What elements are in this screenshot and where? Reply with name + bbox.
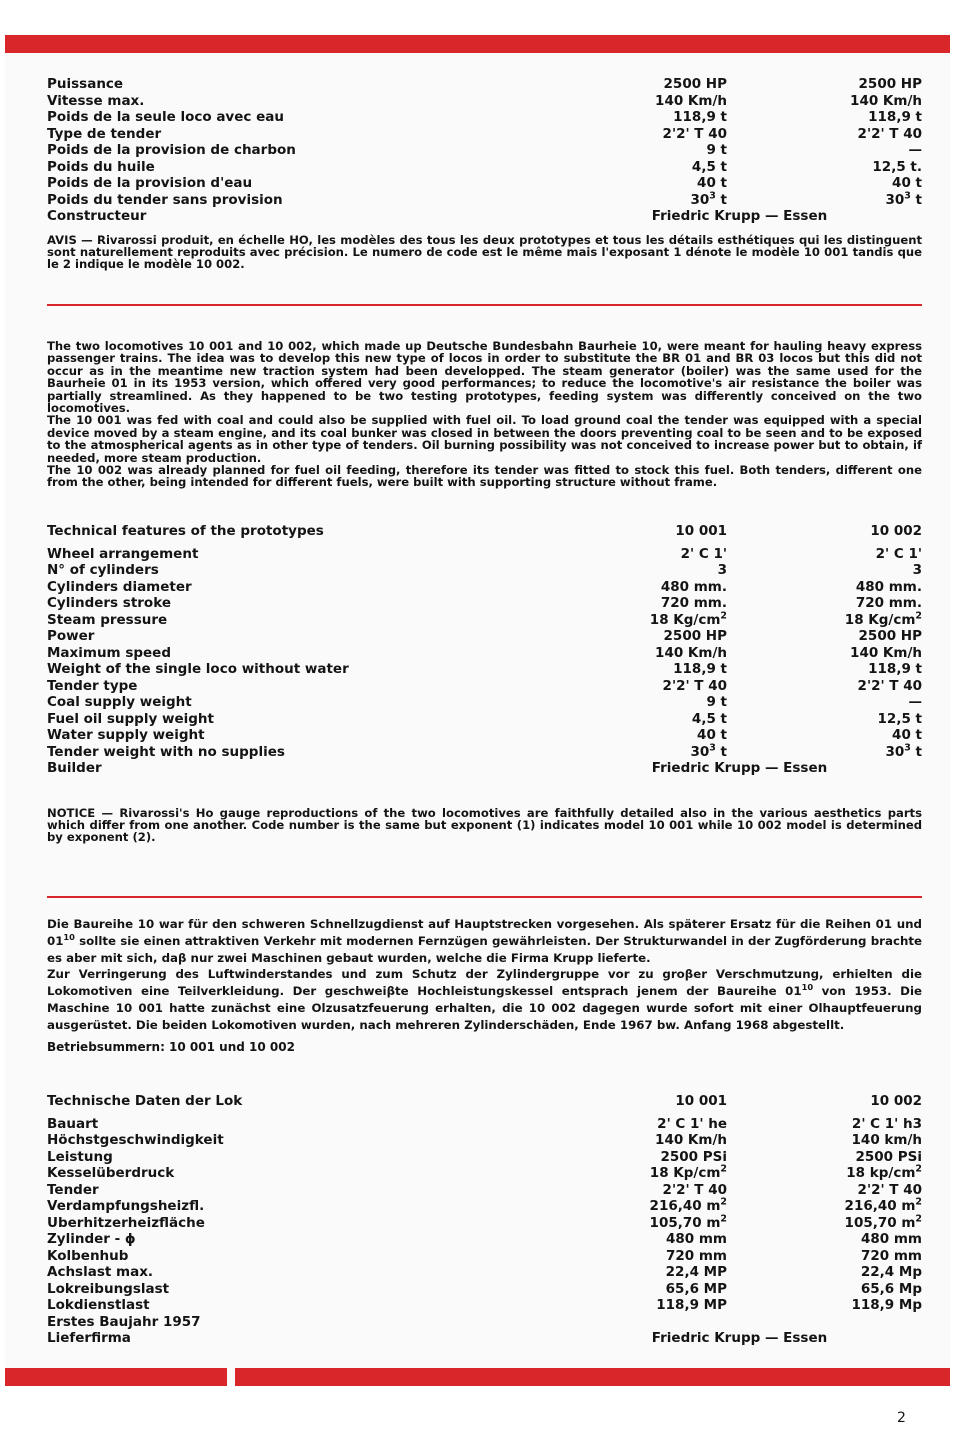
spec-row: Zylinder - ϕ 480 mm 480 mm xyxy=(47,1231,922,1247)
english-text-section xyxy=(47,340,922,489)
english-paragraph: The two locomotives 10 001 and 10 002, which made up Deutsche Bundesbahn Baurheie 10, were meant for hauling heavy express passenger trains. The idea was to develop this new type of locos in order to substitute the BR 01 and BR 03 locos but this did not occur as in the meantime new traction system had been developped. The steam generator (boiler) was the same used for the Baurheie 01 in its 1953 version, which offered very good performances; to reduce the locomotive's air resistance the boiler was partially streamlined. As they happened to be two testing prototypes, feeding system was differently conceived on the two locomotives. xyxy=(47,339,922,416)
spec-row: Tender weight with no supplies $30^3$ t $30^3$ t xyxy=(47,742,922,760)
bottom-red-band-left xyxy=(5,1368,227,1386)
german-text-section xyxy=(47,916,922,1054)
german-paragraph: Die Baureihe 10 war für den schweren Schnellzugdienst auf Hauptstrecken vorgesehen. Als späterer Ersatz für die Reihen 01 und $01^{10}$ sollte sie einen attraktiven Verkehr mit modernen Fernzügen gewährleisten. Der Strukturwandel in der Zugförderung brachte es aber mit sich, daβ nur zwei Maschinen gebaut wurden, welche die Firma Krupp lieferte. xyxy=(47,917,922,965)
spec-row: Vitesse max. 140 Km/h 140 Km/h xyxy=(47,92,922,109)
spec-row: Höchstgeschwindigkeit 140 Km/h 140 km/h xyxy=(47,1132,922,1148)
builder-row: Builder Friedric Krupp — Essen xyxy=(47,760,828,776)
table-header: Technische Daten der Lok 10 001 10 002 xyxy=(47,1093,922,1109)
german-spec-section xyxy=(47,1093,922,1347)
spec-row: Kesselüberdruck 18 $Kp/cm^2$ 18 $kp/cm^2$ xyxy=(47,1163,922,1181)
english-notice: NOTICE — Rivarossi's Ho gauge reproductions of the two locomotives are faithfully detailed also in the various aesthetics parts which differ from one another. Code number is the same but exponent (1) indicates model 10 001 while 10 002 model is determined by exponent (2). xyxy=(47,805,922,845)
german-numbers-label: Betriebsummern: 10 001 und 10 002 xyxy=(47,1039,295,1054)
spec-row: Cylinders diameter 480 mm. 480 mm. xyxy=(47,578,922,595)
german-paragraph: Zur Verringerung des Luftwinderstandes und zum Schutz der Zylindergruppe vor zu groβer Verschmutzung, erhielten die Lokomotiven eine Teilverkleidung. Der geschweiβte Hochleistungskessel entsprach jenem der Baureihe $01^{10}$ von 1953. Die Maschine 10 001 hatte zunächst eine Olzusatzfeuerung erhalten, die 10 002 dagegen wurde sofort mit einer Olhauptfeuerung ausgerüstet. Die beiden Lokomotiven wurden, nach mehreren Zylinderschäden, Ende 1967 bw. Anfang 1968 abgestellt. xyxy=(47,967,923,1032)
first-year-row: Erstes Baujahr 1957 xyxy=(47,1313,201,1330)
spec-row: Maximum speed 140 Km/h 140 Km/h xyxy=(47,644,922,661)
spec-row: Type de tender 2'2' T 40 2'2' T 40 xyxy=(47,125,922,142)
spec-row: Leistung 2500 PSi 2500 PSi xyxy=(47,1148,922,1165)
table-title: Technische Daten der Lok xyxy=(47,1093,243,1109)
table-title: Technical features of the prototypes xyxy=(47,523,324,539)
spec-row: Kolbenhub 720 mm 720 mm xyxy=(47,1247,922,1264)
section-divider xyxy=(47,896,922,898)
spec-row: Poids du tender sans provision $30^3$ t $30^3$ t xyxy=(47,190,922,208)
builder-row: Constructeur Friedric Krupp — Essen xyxy=(47,208,828,224)
spec-row: Poids de la provision d'eau 40 t 40 t xyxy=(47,175,922,191)
spec-row: N° of cylinders 3 3 xyxy=(47,562,922,578)
english-paragraph: The 10 002 was already planned for fuel oil feeding, therefore its tender was fitted to stock this fuel. Both tenders, different one from the other, being intended for different fuels, were built with supporting structure without frame. xyxy=(47,463,922,490)
spec-row: Bauart 2' C 1' he 2' C 1' h3 xyxy=(47,1115,922,1132)
spec-row: Puissance 2500 HP 2500 HP xyxy=(47,76,922,92)
spec-row: Lokreibungslast 65,6 MP 65,6 Mp xyxy=(47,1280,922,1297)
english-paragraph: The 10 001 was fed with coal and could also be supplied with fuel oil. To load ground coal the tender was equipped with a special device moved by a steam engine, and its coal bunker was closed in between the doors preventing coal to be seen and to be exposed to the atmospherical agents as in other type of tenders. Oil burning possibility was not conceived to increase power but to obtain, if needed, more steam production. xyxy=(47,413,922,465)
english-spec-section xyxy=(47,523,922,844)
spec-row: Achslast max. 22,4 MP 22,4 Mp xyxy=(47,1264,922,1280)
builder-row: Lieferfirma Friedric Krupp — Essen xyxy=(47,1330,828,1346)
spec-row: Tender 2'2' T 40 2'2' T 40 xyxy=(47,1181,922,1198)
bottom-red-band-right xyxy=(235,1368,950,1386)
table-header: Technical features of the prototypes 10 001 10 002 xyxy=(47,523,922,539)
spec-row: Lokdienstlast 118,9 MP 118,9 Mp xyxy=(47,1297,922,1313)
page-number: 2 xyxy=(897,1410,906,1426)
french-spec-section xyxy=(47,76,922,271)
spec-row: Steam pressure 18 $Kg/cm^2$ 18 $Kg/cm^2$ xyxy=(47,610,922,628)
spec-row: Verdampfungsheizfl. 216,40 $m^2$ 216,40 $m^2$ xyxy=(47,1196,922,1214)
spec-row: Power 2500 HP 2500 HP xyxy=(47,628,922,644)
top-red-band xyxy=(5,35,950,53)
spec-row: Fuel oil supply weight 4,5 t 12,5 t xyxy=(47,710,922,727)
spec-row: Cylinders stroke 720 mm. 720 mm. xyxy=(47,595,922,611)
spec-row: Water supply weight 40 t 40 t xyxy=(47,727,922,743)
spec-row: Wheel arrangement 2' C 1' 2' C 1' xyxy=(47,545,922,562)
spec-row: Poids de la provision de charbon 9 t — xyxy=(47,142,922,158)
spec-row: Poids du huile 4,5 t 12,5 t. xyxy=(47,158,922,175)
spec-row: Weight of the single loco without water 118,9 t 118,9 t xyxy=(47,661,922,677)
french-notice: AVIS — Rivarossi produit, en échelle HO, les modèles des tous les deux prototypes et tous les détails esthétiques qui les distinguent sont naturellement reproduits avec précision. Le numero de code est le même mais l'exposant 1 dénote le modèle 10 001 tandis que le 2 indique le modèle 10 002. xyxy=(47,232,922,272)
spec-row: Coal supply weight 9 t — xyxy=(47,694,922,710)
spec-row: Uberhitzerheizfläche 105,70 $m^2$ 105,70 $m^2$ xyxy=(47,1213,922,1231)
spec-row: Tender type 2'2' T 40 2'2' T 40 xyxy=(47,677,922,694)
spec-row: Poids de la seule loco avec eau 118,9 t 118,9 t xyxy=(47,109,922,125)
section-divider xyxy=(47,304,922,306)
